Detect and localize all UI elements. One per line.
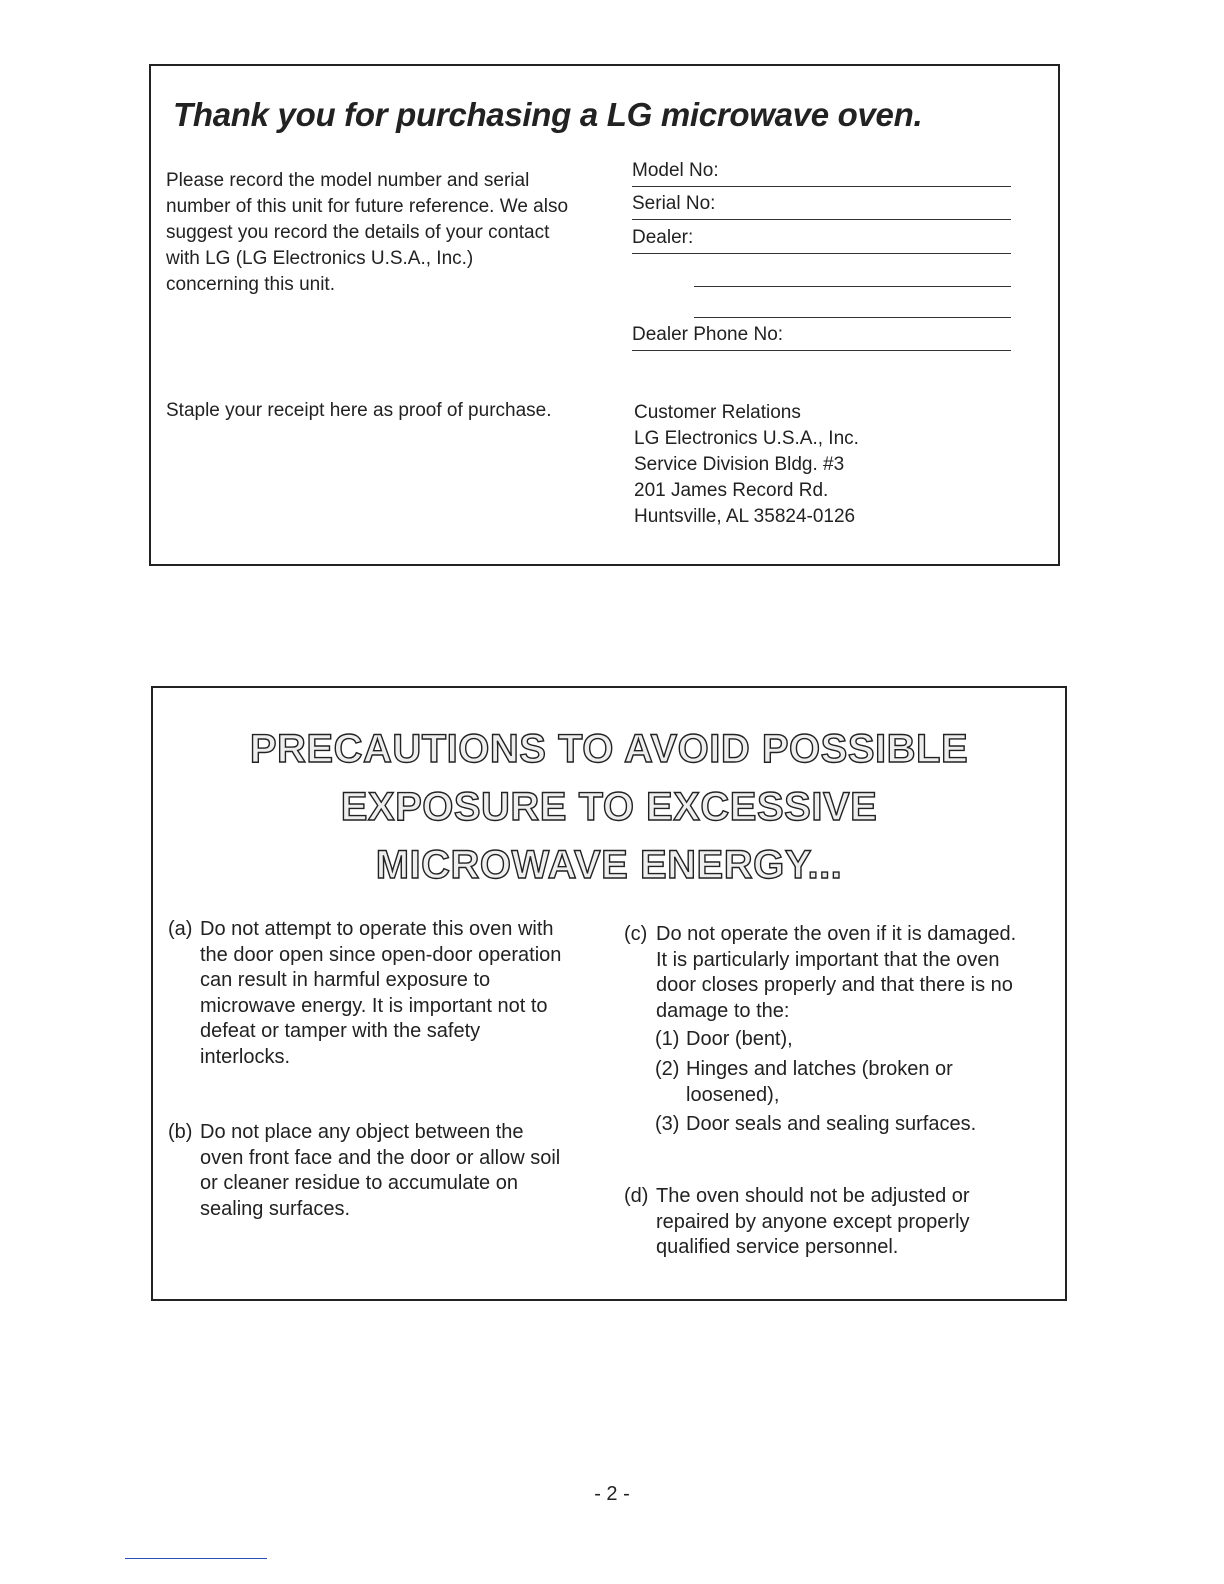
intro-line: number of this unit for future reference. We also <box>166 196 569 217</box>
dealer-phone-label: Dealer Phone No: <box>632 324 784 345</box>
heading-line: PRECAUTIONS TO AVOID POSSIBLE <box>249 727 969 771</box>
dealer-address-line[interactable] <box>694 286 1011 287</box>
item-marker: (c) <box>624 923 648 945</box>
intro-line: with LG (LG Electronics U.S.A., Inc.) <box>166 248 474 269</box>
heading-line: EXPOSURE TO EXCESSIVE <box>340 785 878 829</box>
item-line: oven front face and the door or allow soil <box>200 1146 561 1169</box>
precaution-item-b <box>168 1120 608 1222</box>
serial-number-label: Serial No: <box>632 193 716 214</box>
serial-number-field[interactable] <box>632 193 1011 220</box>
subitem-line: Door (bent), <box>686 1028 793 1050</box>
item-line: or cleaner residue to accumulate on <box>200 1172 518 1194</box>
precautions-box <box>151 686 1067 1301</box>
intro-line: Please record the model number and serial <box>166 170 530 191</box>
item-line: the door open since open-door operation <box>200 943 562 966</box>
subitem-marker: (3) <box>655 1113 680 1135</box>
item-line: The oven should not be adjusted or <box>656 1185 970 1207</box>
subitem-marker: (2) <box>655 1058 680 1080</box>
item-line: Do not place any object between the <box>200 1121 524 1143</box>
precaution-item-a <box>168 917 608 1070</box>
item-line: damage to the: <box>656 999 790 1022</box>
intro-line: suggest you record the details of your contact <box>166 222 550 243</box>
item-line: can result in harmful exposure to <box>200 969 491 991</box>
item-line: microwave energy. It is important not to <box>200 994 548 1017</box>
item-line: interlocks. <box>200 1045 291 1068</box>
address-line: Service Division Bldg. #3 <box>634 454 845 475</box>
footer-rule <box>125 1558 267 1559</box>
address-line: Huntsville, AL 35824-0126 <box>634 506 856 527</box>
item-line: It is particularly important that the oven <box>656 948 1000 971</box>
heading-line: MICROWAVE ENERGY... <box>375 843 843 887</box>
staple-note: Staple your receipt here as proof of purchase. <box>166 400 552 421</box>
address-line: 201 James Record Rd. <box>634 480 829 501</box>
item-line: Do not operate the oven if it is damaged. <box>656 923 1017 945</box>
address-line: Customer Relations <box>634 402 801 423</box>
page-number: - 2 - <box>594 1483 630 1505</box>
subitem-line: loosened), <box>686 1083 780 1106</box>
damage-subitem-2 <box>655 1057 1055 1108</box>
dealer-phone-field[interactable] <box>632 324 1011 351</box>
precaution-item-d <box>624 1184 1044 1261</box>
item-marker: (a) <box>168 918 193 940</box>
item-line: qualified service personnel. <box>656 1236 899 1258</box>
model-number-label: Model No: <box>632 160 719 181</box>
dealer-label: Dealer: <box>632 227 694 248</box>
item-line: sealing surfaces. <box>200 1197 351 1220</box>
registration-intro <box>166 168 596 298</box>
subitem-marker: (1) <box>655 1028 680 1050</box>
item-line: Do not attempt to operate this oven with <box>200 918 554 940</box>
model-number-field[interactable] <box>632 160 1011 187</box>
dealer-address-line[interactable] <box>694 317 1011 318</box>
damage-subitem-1 <box>655 1027 1055 1053</box>
subitem-line: Hinges and latches (broken or <box>686 1058 953 1080</box>
registration-box <box>149 64 1060 566</box>
subitem-line: Door seals and sealing surfaces. <box>686 1113 977 1135</box>
item-line: door closes properly and that there is no <box>656 974 1013 996</box>
damage-subitem-3 <box>655 1112 1055 1138</box>
item-marker: (b) <box>168 1121 193 1143</box>
customer-relations-address <box>634 400 859 530</box>
dealer-field[interactable] <box>632 227 1011 254</box>
precaution-item-c <box>624 922 1064 1024</box>
intro-line: concerning this unit. <box>166 274 335 295</box>
precautions-heading <box>153 720 1065 894</box>
item-marker: (d) <box>624 1185 649 1207</box>
item-line: defeat or tamper with the safety <box>200 1020 481 1042</box>
item-line: repaired by anyone except properly <box>656 1210 970 1233</box>
registration-title: Thank you for purchasing a LG microwave oven. <box>173 96 923 133</box>
address-line: LG Electronics U.S.A., Inc. <box>634 428 859 449</box>
